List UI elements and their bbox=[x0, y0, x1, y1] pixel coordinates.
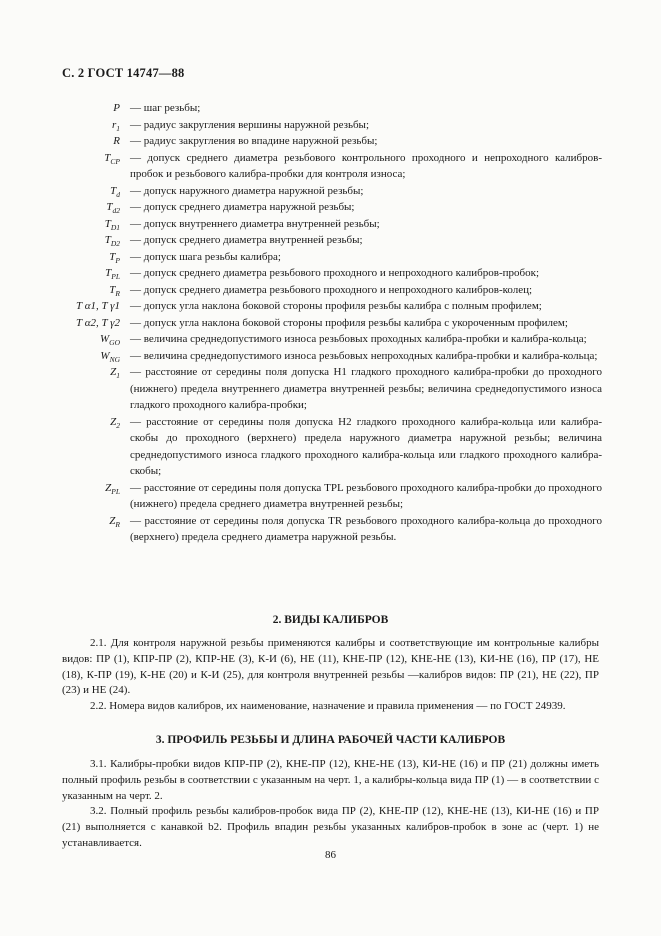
definition-item bbox=[62, 331, 602, 348]
definition-text: — расстояние от середины поля допуска H2 гладкого проходного калибра-кольца или калибра-скобы до проходного (верхнего) предела наружного диаметра наружной резьбы; величина среднедопустимого износа гладкого проходного калибра-кольца или гладкого проходного калибра-скобы; bbox=[130, 415, 602, 477]
page-number: 86 bbox=[325, 849, 336, 861]
definition-symbol: $T_{D1}$ bbox=[104, 217, 120, 232]
definition-item bbox=[62, 364, 602, 414]
definition-symbol: $r_1$ bbox=[111, 118, 120, 133]
definition-text: — величина среднедопустимого износа резьбовых непроходных калибра-пробки и калибра-кольца; bbox=[130, 349, 598, 362]
definition-text: — допуск среднего диаметра резьбового проходного и непроходного калибров-пробок; bbox=[130, 267, 540, 279]
definition-item bbox=[62, 117, 602, 134]
definition-item bbox=[62, 199, 602, 216]
definition-text: — расстояние от середины поля допуска TPL резьбового проходного калибра-пробки до проходного (нижнего) предела среднего диаметра внутренней резьбы; bbox=[130, 481, 602, 510]
definition-text: — допуск угла наклона боковой стороны профиля резьбы калибра с укороченным профилем; bbox=[130, 316, 568, 329]
definition-text: — допуск наружного диаметра наружной резьбы; bbox=[130, 184, 364, 197]
definition-symbol: $W_{GO}$ bbox=[99, 333, 120, 348]
definition-symbol: $T_R$ bbox=[109, 283, 120, 298]
definition-symbol: P bbox=[113, 102, 120, 114]
definition-symbol: $Z_1$ bbox=[110, 366, 120, 381]
definition-symbol: $T_{D2}$ bbox=[104, 234, 120, 249]
definition-text: — расстояние от середины поля допуска H1 гладкого проходного калибра-пробки до проходного (нижнего) предела внутреннего диаметра внутренней резьбы; величина среднедопустимого износа гладкого проходного калибра-пробки; bbox=[130, 366, 602, 411]
definition-item bbox=[62, 315, 602, 332]
definition-text: — величина среднедопустимого износа резьбовых проходных калибра-пробки и калибра-кольца; bbox=[130, 333, 587, 345]
definition-item bbox=[62, 513, 602, 546]
definition-text: — расстояние от середины поля допуска TR резьбового проходного калибра-кольца до проходного (верхнего) предела среднего диаметра наружной резьбы. bbox=[130, 514, 602, 543]
section-3-title: 3. ПРОФИЛЬ РЕЗЬБЫ И ДЛИНА РАБОЧЕЙ ЧАСТИ КАЛИБРОВ bbox=[155, 734, 506, 746]
definition-item bbox=[62, 298, 602, 315]
definition-item bbox=[62, 480, 602, 513]
definition-item bbox=[62, 133, 602, 150]
paragraph-3-1: 3.1. Калибры-пробки видов КПР-ПР (2), КНЕ-ПР (12), КНЕ-НЕ (13), КИ-НЕ (16) и ПР (21) должны иметь полный профиль резьбы в соответствии с указанным на черт. 1, а калибры-кольца вида ПР (1) — в соответствии с указанным на черт. 2. bbox=[62, 758, 599, 802]
definition-item bbox=[62, 282, 602, 299]
definition-symbol: $T_P$ bbox=[109, 250, 120, 265]
definition-symbol: $Z_2$ bbox=[110, 415, 120, 430]
definition-text: — допуск среднего диаметра резьбового контрольного проходного и непроходного калибров-пробок и резьбового калибра-пробки для контроля износа; bbox=[130, 151, 602, 180]
definition-text: — шаг резьбы; bbox=[130, 102, 201, 114]
paragraph-2-2: 2.2. Номера видов калибров, их наименование, назначение и правила применения — по ГОСТ 24939. bbox=[90, 700, 566, 713]
definition-item bbox=[62, 348, 602, 365]
definition-text: — допуск среднего диаметра наружной резьбы; bbox=[130, 201, 355, 213]
definition-symbol: $Z_{PL}$ bbox=[105, 481, 120, 496]
definition-text: — допуск среднего диаметра внутренней резьбы; bbox=[130, 234, 363, 246]
definition-item bbox=[62, 414, 602, 480]
definition-item bbox=[62, 232, 602, 249]
definition-item bbox=[62, 183, 602, 200]
definition-text: — радиус закругления вершины наружной резьбы; bbox=[130, 118, 370, 131]
definition-symbol: $T_d$ bbox=[110, 184, 120, 199]
definition-symbol: $T_{d2}$ bbox=[106, 201, 120, 216]
section-2-body bbox=[62, 636, 599, 715]
definition-item bbox=[62, 265, 602, 282]
section-3-body bbox=[62, 757, 599, 852]
section-2-title: 2. ВИДЫ КАЛИБРОВ bbox=[272, 614, 389, 626]
definitions-list bbox=[62, 100, 602, 546]
definition-symbol: $Z_R$ bbox=[109, 514, 120, 529]
page-header: С. 2 ГОСТ 14747—88 bbox=[62, 66, 185, 80]
definition-symbol: T α2, T γ2 bbox=[76, 316, 120, 329]
definition-text: — радиус закругления во впадине наружной резьбы; bbox=[130, 135, 378, 147]
definition-symbol: $W_{NG}$ bbox=[100, 349, 120, 364]
definition-text: — допуск среднего диаметра резьбового проходного и непроходного калибров-колец; bbox=[130, 283, 533, 296]
paragraph-3-2: 3.2. Полный профиль резьбы калибров-пробок вида ПР (2), КНЕ-ПР (12), КНЕ-НЕ (13), КИ-НЕ (16) и ПР (21) выполняется с канавкой b2. Профиль впадин резьбы указанных калибров-пробок в зоне ac (черт. 1) не устанавливается. bbox=[62, 805, 599, 849]
definition-symbol: R bbox=[113, 135, 120, 147]
definition-symbol: $T_{CP}$ bbox=[104, 151, 120, 166]
definition-text: — допуск угла наклона боковой стороны профиля резьбы калибра с полным профилем; bbox=[130, 300, 542, 312]
definition-item bbox=[62, 100, 602, 117]
definition-symbol: $T_{PL}$ bbox=[105, 267, 120, 282]
definition-text: — допуск шага резьбы калибра; bbox=[130, 250, 281, 263]
definition-text: — допуск внутреннего диаметра внутренней резьбы; bbox=[130, 217, 380, 230]
definition-item bbox=[62, 249, 602, 266]
definition-item bbox=[62, 216, 602, 233]
definition-item bbox=[62, 150, 602, 183]
definition-symbol: T α1, T γ1 bbox=[76, 300, 120, 312]
paragraph-2-1: 2.1. Для контроля наружной резьбы применяются калибры и соответствующие им контрольные калибры видов: ПР (1), КПР-ПР (2), КПР-НЕ (3), К-И (6), НЕ (11), КНЕ-ПР (12), КНЕ-НЕ (13), КИ-НЕ (16), ПР (17), НЕ (18), К-ПР (19), К-НЕ (20) и К-И (25), для контроля внутренней резьбы —калибров видов: ПР (21), НЕ (22), ПР (23) и НЕ (24). bbox=[62, 637, 599, 697]
